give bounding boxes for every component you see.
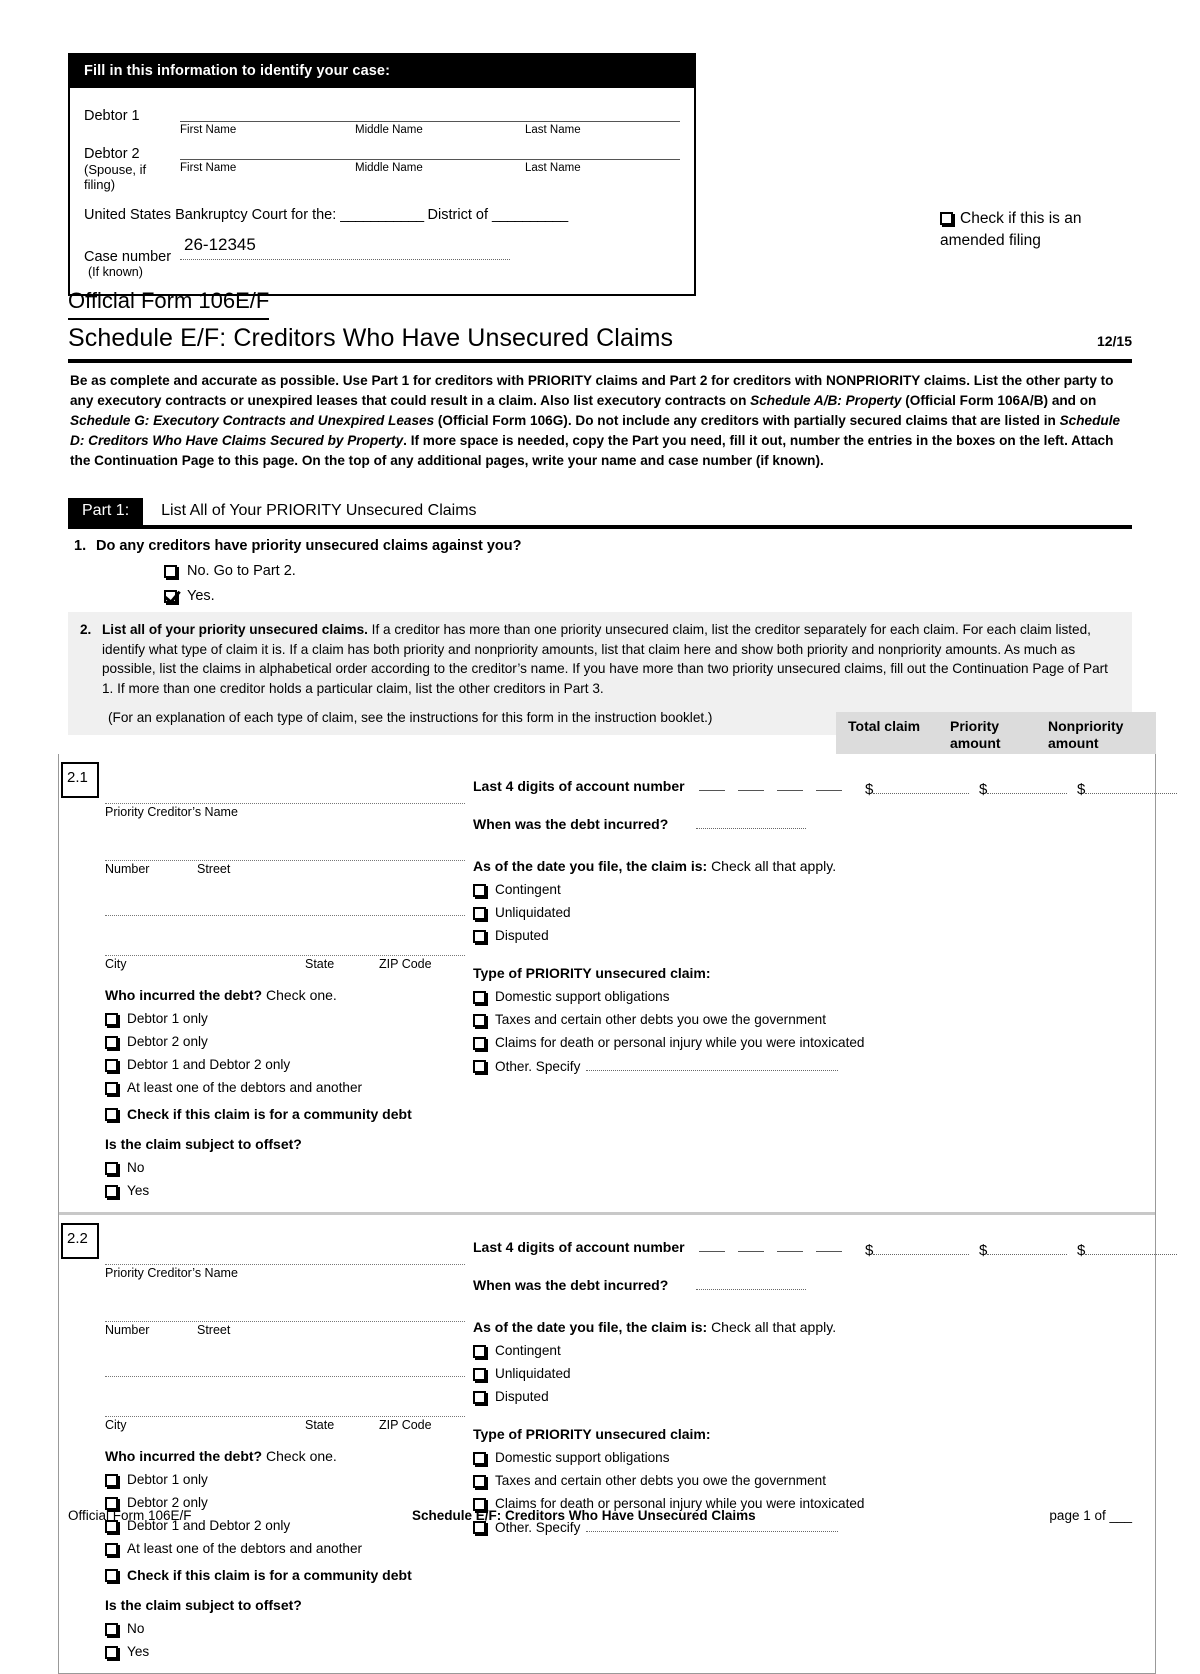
question-1-no-label: No. Go to Part 2. [187, 563, 296, 579]
type-option-domestic-support[interactable] [473, 989, 865, 1004]
priority-amount-header-line1: Priority [950, 718, 1000, 734]
asof-label: As of the date you file, the claim is: [473, 1319, 708, 1335]
asof-option-contingent[interactable] [473, 882, 865, 897]
intro-italic-schedule-d: Schedule D: Creditors Who Have Claims Secured by Property [70, 412, 1121, 448]
who-debtor2-label: Debtor 2 only [127, 1495, 208, 1510]
debtor1-name-input[interactable] [180, 100, 680, 122]
question-2-number: 2. [80, 622, 92, 637]
question-2-text [102, 620, 1122, 699]
page-footer [68, 1508, 1132, 1523]
entry-number-box: 2.2 [61, 1223, 99, 1259]
intro-part-1: Be as complete and accurate as possible. Use Part 1 for creditors with PRIORITY claims and Part 2 for creditors with NONPRIORITY claims. List the other party to any executory contracts or unexpired leases that could result in a claim. Also list executory contracts on [70, 373, 1114, 408]
other-label: Other. Specify [495, 1059, 581, 1074]
last4-digit-1[interactable] [699, 780, 725, 791]
footer-page-number: page 1 of ___ [1049, 1508, 1132, 1523]
first-name-label-2: First Name [180, 162, 237, 174]
priority-amount-currency: $ [979, 781, 988, 798]
debtor2-name-sublabels [180, 160, 680, 174]
case-number-row [84, 235, 680, 280]
form-number: Official Form 106E/F [68, 288, 269, 320]
case-number-value: 26-12345 [184, 234, 256, 254]
debtor2-name-input[interactable] [180, 138, 680, 160]
amended-filing-checkbox[interactable] [940, 212, 953, 225]
who-both-label: Debtor 1 and Debtor 2 only [127, 1057, 291, 1072]
amended-filing-label: Check if this is an amended filing [940, 210, 1082, 250]
priority-amount-cell[interactable] [979, 780, 1077, 1198]
taxes-checkbox[interactable] [473, 1475, 486, 1488]
when-incurred-row [473, 1277, 865, 1293]
disputed-label: Disputed [495, 1389, 549, 1404]
type-option-taxes[interactable] [473, 1473, 865, 1488]
intro-part-3: (Official Form 106G). Do not include any creditors with partially secured claims that are listed in [434, 412, 1060, 428]
street-label: Street [197, 862, 231, 876]
who-option-another[interactable] [105, 1541, 465, 1556]
form-instructions [70, 371, 1132, 471]
type-option-other[interactable] [473, 1058, 865, 1074]
asof-heading [473, 1319, 865, 1335]
priority-amount-currency: $ [979, 1242, 988, 1259]
offset-no-label: No [127, 1160, 145, 1175]
creditor-name-label: Priority Creditor’s Name [105, 1266, 238, 1280]
asof-hint: Check all that apply. [711, 1319, 837, 1335]
debtor1-label: Debtor 1 [84, 108, 140, 124]
number-label: Number [105, 1323, 150, 1337]
intro-part-2: (Official Form 106A/B) and on [901, 392, 1097, 408]
city-label: City [105, 1418, 127, 1432]
total-claim-currency: $ [865, 781, 874, 798]
taxes-checkbox[interactable] [473, 1014, 486, 1027]
debtor2-fields [180, 138, 680, 174]
first-name-label: First Name [180, 124, 237, 136]
form-title-row [68, 324, 1132, 363]
community-debt-label: Check if this claim is for a community debt [127, 1106, 412, 1122]
offset-no-label: No [127, 1621, 145, 1636]
question-1-text: Do any creditors have priority unsecured claims against you? [96, 538, 522, 554]
type-option-domestic-support[interactable] [473, 1450, 865, 1465]
middle-name-label-2: Middle Name [355, 162, 423, 174]
entry-columns [59, 1225, 1155, 1659]
priority-amount-cell[interactable] [979, 1241, 1077, 1659]
who-debtor2-label: Debtor 2 only [127, 1034, 208, 1049]
priority-amount-header-line2: amount [950, 734, 1001, 751]
debtor2-label [84, 138, 180, 193]
who-another-checkbox[interactable] [105, 1543, 118, 1556]
intro-part-4: . If more space is needed, copy the Part you need, fill it out, number the entries in the boxes on the left. Attach the Continuation Page to this page. On the top of any additional pages, write your name and case number (if known). [70, 432, 1114, 468]
domestic-support-checkbox[interactable] [473, 991, 486, 1004]
claim-type-heading: Type of PRIORITY unsecured claim: [473, 1426, 711, 1442]
nonpriority-amount-cell[interactable] [1077, 780, 1177, 1198]
court-row [84, 207, 680, 223]
last4-input[interactable] [699, 1241, 842, 1252]
who-incurred-hint: Check one. [266, 987, 337, 1003]
priority-amount-input[interactable] [987, 1241, 1067, 1255]
nonpriority-amount-currency: $ [1077, 1242, 1086, 1259]
who-another-label: At least one of the debtors and another [127, 1541, 363, 1556]
debtor1-name-sublabels [180, 122, 680, 136]
who-debtor1-checkbox[interactable] [105, 1474, 118, 1487]
last4-row [473, 1239, 865, 1255]
offset-no-checkbox[interactable] [105, 1623, 118, 1636]
last-name-label: Last Name [525, 124, 581, 136]
part1-title: List All of Your PRIORITY Unsecured Claims [161, 502, 477, 519]
unliquidated-label: Unliquidated [495, 905, 571, 920]
nonpriority-amount-cell[interactable] [1077, 1241, 1177, 1659]
case-box-title: Fill in this information to identify your case: [70, 55, 694, 88]
community-debt-checkbox[interactable] [105, 1569, 118, 1582]
offset-yes-checkbox[interactable] [105, 1646, 118, 1659]
last4-digit-4[interactable] [816, 780, 842, 791]
offset-option-no[interactable] [105, 1160, 465, 1175]
domestic-support-checkbox[interactable] [473, 1452, 486, 1465]
taxes-label: Taxes and certain other debts you owe the government [495, 1473, 826, 1488]
question-1-options [68, 563, 1132, 604]
priority-amount-input[interactable] [987, 780, 1067, 794]
disputed-checkbox[interactable] [473, 1391, 486, 1404]
last4-digit-4[interactable] [816, 1241, 842, 1252]
other-checkbox[interactable] [473, 1060, 486, 1073]
who-another-label: At least one of the debtors and another [127, 1080, 363, 1095]
disputed-checkbox[interactable] [473, 930, 486, 943]
asof-hint: Check all that apply. [711, 858, 837, 874]
domestic-support-label: Domestic support obligations [495, 989, 670, 1004]
contingent-checkbox[interactable] [473, 1345, 486, 1358]
type-option-taxes[interactable] [473, 1012, 865, 1027]
who-debtor1-label: Debtor 1 only [127, 1472, 208, 1487]
last4-digit-2[interactable] [738, 1241, 764, 1252]
asof-label: As of the date you file, the claim is: [473, 858, 708, 874]
amount-column-headers [836, 712, 1156, 754]
contingent-checkbox[interactable] [473, 884, 486, 897]
type-option-death-injury[interactable] [473, 1035, 865, 1050]
asof-heading [473, 858, 865, 874]
who-option-debtor1[interactable] [105, 1472, 465, 1487]
asof-option-disputed[interactable] [473, 1389, 865, 1404]
total-claim-header: Total claim [848, 718, 921, 734]
question-1-no-checkbox[interactable] [164, 565, 177, 578]
asof-option-unliquidated[interactable] [473, 905, 865, 920]
total-claim-input[interactable] [873, 780, 969, 794]
death-injury-checkbox[interactable] [473, 1037, 486, 1050]
amended-filing-option[interactable] [940, 208, 1140, 253]
other-wrap [495, 1058, 838, 1074]
question-1-heading [68, 538, 1132, 554]
who-option-both[interactable] [105, 1057, 465, 1072]
creditor-name-label: Priority Creditor’s Name [105, 805, 238, 819]
address-line2-input[interactable] [105, 1351, 465, 1377]
intro-italic-schedule-g: Schedule G: Executory Contracts and Unexpired Leases [70, 412, 435, 428]
case-number-label-text: Case number [84, 248, 172, 265]
last4-digit-3[interactable] [777, 1241, 803, 1252]
total-claim-cell[interactable] [865, 780, 979, 1198]
claim-entry [59, 1212, 1155, 1673]
community-debt-checkbox[interactable] [105, 1108, 118, 1121]
when-incurred-input[interactable] [696, 1277, 806, 1290]
contingent-label: Contingent [495, 1343, 561, 1358]
footer-form-number: Official Form 106E/F [68, 1508, 192, 1523]
street-address-input[interactable] [105, 1296, 465, 1322]
offset-no-checkbox[interactable] [105, 1162, 118, 1175]
debtor1-fields [180, 100, 680, 136]
offset-option-yes[interactable] [105, 1183, 465, 1198]
total-claim-currency: $ [865, 1242, 874, 1259]
street-address-input[interactable] [105, 835, 465, 861]
debtor2-row [84, 138, 680, 193]
middle-name-label: Middle Name [355, 124, 423, 136]
offset-option-yes[interactable] [105, 1644, 465, 1659]
who-option-debtor1[interactable] [105, 1011, 465, 1026]
claim-type-heading: Type of PRIORITY unsecured claim: [473, 965, 711, 981]
total-claim-cell[interactable] [865, 1241, 979, 1659]
who-debtor1-checkbox[interactable] [105, 1013, 118, 1026]
death-injury-label: Claims for death or personal injury while you were intoxicated [495, 1496, 865, 1511]
who-incurred-hint: Check one. [266, 1448, 337, 1464]
page-title: Schedule E/F: Creditors Who Have Unsecured Claims [68, 324, 674, 352]
who-incurred-label: Who incurred the debt? [105, 1448, 263, 1464]
when-incurred-input[interactable] [696, 816, 806, 829]
unliquidated-checkbox[interactable] [473, 907, 486, 920]
case-number-label [84, 235, 180, 280]
question-2-note: (For an explanation of each type of claim, see the instructions for this form in the instruction booklet.) [108, 709, 713, 725]
debtor1-row [84, 100, 680, 136]
offset-option-no[interactable] [105, 1621, 465, 1636]
community-debt-label: Check if this claim is for a community debt [127, 1567, 412, 1583]
disputed-label: Disputed [495, 928, 549, 943]
last4-label: Last 4 digits of account number [473, 1239, 685, 1255]
community-debt-option[interactable] [105, 1567, 465, 1583]
question-2-body: If a creditor has more than one priority unsecured claim, list the creditor separately for each claim. For each claim listed, identify what type of claim it is. If a claim has both priority and nonpriority amounts, list that claim here and show both priority and nonpriority amounts. As much as possible, list the claims in alphabetical order according to the creditor’s name. If you have more than two priority unsecured claims, fill out the Continuation Page of Part 1. If more than one creditor holds a particular claim, list the other creditors in Part 3. [102, 622, 1108, 697]
who-incurred-heading [105, 1448, 465, 1464]
entry-columns [59, 764, 1155, 1198]
part1-header [68, 498, 1132, 529]
state-label: State [305, 1418, 335, 1432]
who-another-checkbox[interactable] [105, 1082, 118, 1095]
question-1-option-yes[interactable] [164, 588, 1132, 604]
last4-digit-1[interactable] [699, 1241, 725, 1252]
claim-details-column [465, 764, 865, 1198]
who-option-another[interactable] [105, 1080, 465, 1095]
other-label: Other. Specify [495, 1520, 581, 1535]
footer-title: Schedule E/F: Creditors Who Have Unsecured Claims [412, 1508, 756, 1523]
city-state-zip-labels [105, 956, 465, 971]
creditor-name-input[interactable] [105, 778, 465, 804]
last4-row [473, 778, 865, 794]
intro-italic-schedule-ab: Schedule A/B: Property [750, 392, 902, 408]
who-debtor1-label: Debtor 1 only [127, 1011, 208, 1026]
city-state-zip-labels [105, 1417, 465, 1432]
question-1-yes-label: Yes. [187, 588, 215, 604]
taxes-label: Taxes and certain other debts you owe the government [495, 1012, 826, 1027]
asof-option-contingent[interactable] [473, 1343, 865, 1358]
other-specify-input[interactable] [586, 1058, 838, 1071]
last-name-label-2: Last Name [525, 162, 581, 174]
city-state-zip-input[interactable] [105, 1391, 465, 1417]
question-1-yes-checkbox[interactable] [164, 590, 177, 603]
who-both-label: Debtor 1 and Debtor 2 only [127, 1518, 291, 1533]
form-revision-date: 12/15 [1096, 333, 1132, 349]
amounts-column [865, 764, 1177, 1198]
priority-claims-entries [58, 754, 1156, 1674]
nonpriority-amount-header-line2: amount [1048, 734, 1099, 751]
asof-option-disputed[interactable] [473, 928, 865, 943]
creditor-address-column [105, 1225, 465, 1659]
court-prefix-label: United States Bankruptcy Court for the: [84, 206, 337, 223]
offset-question-label: Is the claim subject to offset? [105, 1597, 302, 1613]
district-input[interactable]: __________ [492, 206, 568, 223]
part1-tag: Part 1: [68, 498, 143, 525]
nonpriority-amount-header [1048, 718, 1156, 754]
priority-amount-header [950, 718, 1048, 754]
debtor2-label-text: Debtor 2 [84, 146, 140, 162]
when-incurred-label: When was the debt incurred? [473, 816, 669, 832]
number-street-labels [105, 1322, 465, 1337]
creditor-address-column [105, 764, 465, 1198]
city-label: City [105, 957, 127, 971]
amounts-column [865, 1225, 1177, 1659]
who-both-checkbox[interactable] [105, 1059, 118, 1072]
who-option-debtor2[interactable] [105, 1034, 465, 1049]
offset-yes-label: Yes [127, 1644, 150, 1659]
nonpriority-amount-header-line1: Nonpriority [1048, 718, 1124, 734]
question-1 [68, 538, 1132, 613]
who-incurred-label: Who incurred the debt? [105, 987, 263, 1003]
question-1-option-no[interactable] [164, 563, 1132, 579]
claim-details-column [465, 1225, 865, 1659]
district-of-label: District of [427, 206, 488, 223]
last4-digit-2[interactable] [738, 780, 764, 791]
death-injury-label: Claims for death or personal injury while you were intoxicated [495, 1035, 865, 1050]
entry-number-box: 2.1 [61, 762, 99, 798]
offset-question-label: Is the claim subject to offset? [105, 1136, 302, 1152]
community-debt-option[interactable] [105, 1106, 465, 1122]
unliquidated-checkbox[interactable] [473, 1368, 486, 1381]
unliquidated-label: Unliquidated [495, 1366, 571, 1381]
when-incurred-label: When was the debt incurred? [473, 1277, 669, 1293]
nonpriority-amount-currency: $ [1077, 781, 1086, 798]
street-label: Street [197, 1323, 231, 1337]
last4-digit-3[interactable] [777, 780, 803, 791]
nonpriority-amount-input[interactable] [1085, 780, 1177, 794]
question-1-number: 1. [74, 538, 87, 554]
who-incurred-heading [105, 987, 465, 1003]
contingent-label: Contingent [495, 882, 561, 897]
domestic-support-label: Domestic support obligations [495, 1450, 670, 1465]
debtor2-spouse-note: (Spouse, if filing) [84, 161, 147, 192]
case-number-ifknown-note: (If known) [88, 265, 143, 280]
court-name-input[interactable]: ___________ [340, 206, 424, 223]
claim-entry [59, 754, 1155, 1212]
offset-yes-checkbox[interactable] [105, 1185, 118, 1198]
case-number-field[interactable] [180, 235, 680, 260]
case-box-body [70, 88, 694, 294]
question-2-heading [74, 620, 1122, 699]
zip-label: ZIP Code [379, 957, 432, 971]
nonpriority-amount-input[interactable] [1085, 1241, 1177, 1255]
zip-label: ZIP Code [379, 1418, 432, 1432]
who-debtor2-checkbox[interactable] [105, 1036, 118, 1049]
case-identification-box [68, 53, 696, 296]
state-label: State [305, 957, 335, 971]
when-incurred-row [473, 816, 865, 832]
last4-input[interactable] [699, 780, 842, 791]
address-line2-input[interactable] [105, 890, 465, 916]
city-state-zip-input[interactable] [105, 930, 465, 956]
asof-option-unliquidated[interactable] [473, 1366, 865, 1381]
number-street-labels [105, 861, 465, 876]
offset-yes-label: Yes [127, 1183, 150, 1198]
case-number-underline [180, 259, 510, 260]
last4-label: Last 4 digits of account number [473, 778, 685, 794]
question-2-lead: List all of your priority unsecured claims. [102, 622, 368, 637]
number-label: Number [105, 862, 150, 876]
total-claim-input[interactable] [873, 1241, 969, 1255]
creditor-name-input[interactable] [105, 1239, 465, 1265]
